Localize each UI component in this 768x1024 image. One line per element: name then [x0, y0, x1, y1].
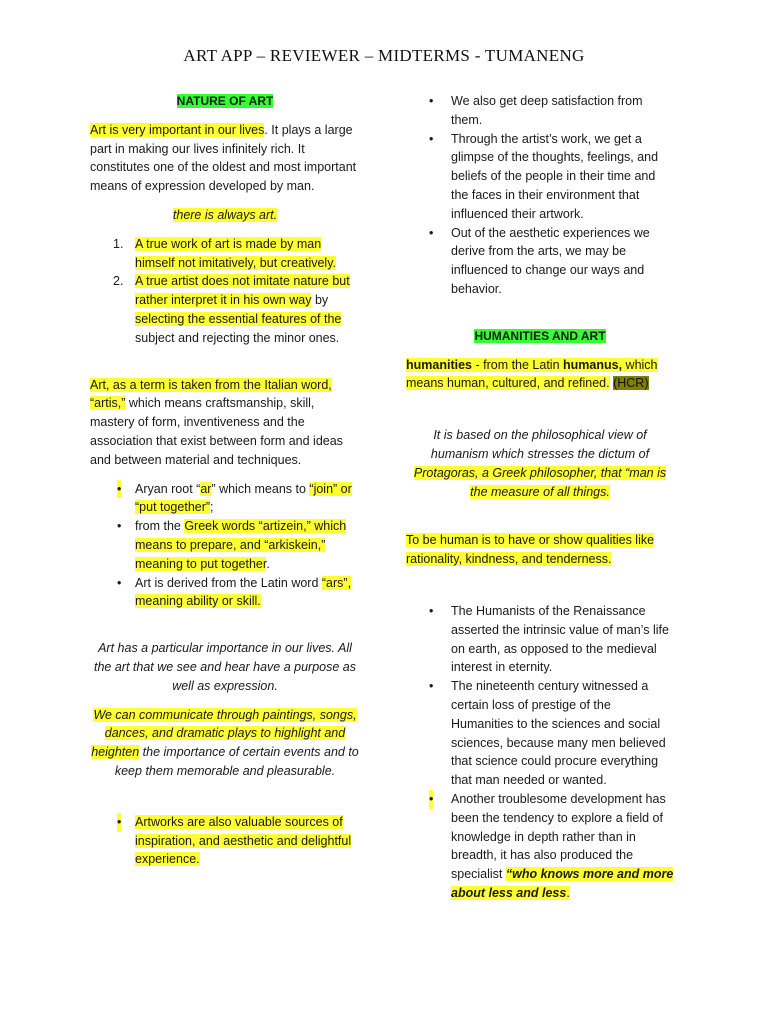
highlight: which means human, cultured, and refined. — [406, 357, 658, 391]
text: The nineteenth century witnessed a certain loss of prestige of the Humanities to the sciences and social sciences, because many men believed that science could procure everything that man needed or wanted. — [451, 679, 666, 788]
highlight: “who knows more and more about less and less — [451, 867, 674, 900]
text: Through the artist’s work, we get a glimpse of the thoughts, feelings, and beliefs of the people in their time and the faces in their environment that influenced their artwork. — [451, 131, 659, 221]
highlight: humanities — [406, 357, 472, 372]
heading-text: NATURE OF ART — [176, 94, 274, 108]
highlight: “join” or “put together” — [135, 481, 352, 515]
text: ” which means to — [211, 481, 310, 496]
paragraph-humanities — [406, 356, 674, 394]
list-item — [406, 130, 674, 224]
text: . It plays a large part in making our lives infinitely rich. It constitutes one of the oldest and most important means of expression developed by man. — [90, 122, 357, 194]
highlight: We can communicate through paintings, songs, dances, and dramatic plays to highlight and heighten — [91, 707, 357, 760]
always-art-line — [90, 206, 360, 225]
bullet-icon: • — [117, 480, 121, 499]
right-column — [406, 92, 674, 903]
text: It is based on the philosophical view of humanism which stresses the dictum of — [430, 428, 650, 461]
list-item — [406, 790, 674, 903]
highlight: - from the Latin — [472, 357, 564, 372]
left-column — [90, 92, 360, 869]
highlight: ar — [200, 481, 212, 496]
text: by — [311, 293, 329, 308]
paragraph-humanism — [406, 426, 674, 501]
highlight: Art, as a term is taken from the Italian word, “artis,” — [90, 377, 332, 411]
paragraph-to-be-human — [406, 531, 674, 569]
list-item — [406, 602, 674, 677]
text: The Humanists of the Renaissance asserted the intrinsic value of man’s life on earth, as opposed to the medieval interest in eternity. — [451, 603, 669, 675]
bullet-list-origins — [90, 480, 360, 612]
bullet-icon: • — [117, 575, 122, 590]
list-number: 2. — [113, 274, 124, 289]
text: which means craftsmanship, skill, mastery of form, inventiveness and the association that exist between form and ideas and between material and techniques. — [90, 396, 343, 467]
list-number: 1. — [113, 236, 124, 251]
paragraph-importance: Art has a particular importance in our lives. All the art that we see and hear have a purpose as well as expression. — [94, 641, 356, 693]
list-item — [406, 677, 674, 790]
highlight: Art is very important in our lives — [90, 122, 265, 137]
text: ; — [210, 500, 214, 515]
list-item — [90, 272, 360, 347]
text: Aryan root “ — [135, 481, 201, 496]
list-item — [90, 480, 360, 518]
list-item — [90, 574, 360, 612]
highlight: selecting the essential features of the — [135, 311, 342, 326]
text: We also get deep satisfaction from them. — [451, 94, 643, 127]
highlight: there is always art. — [172, 207, 278, 222]
highlight: A true artist does not imitate nature but rather interpret it in his own way — [135, 274, 350, 308]
paragraph-art-term — [90, 376, 360, 470]
list-item — [406, 92, 674, 130]
bullet-icon: • — [429, 131, 434, 146]
highlight: Artworks are also valuable sources of inspiration, and aesthetic and delightful experience. — [135, 814, 352, 867]
bullet-icon: • — [117, 519, 122, 534]
list-item — [406, 224, 674, 299]
section-heading-nature-of-art — [90, 92, 360, 111]
paragraph-intro — [90, 121, 360, 196]
text: . — [266, 556, 270, 571]
bullet-icon: • — [429, 790, 433, 809]
text: from the — [135, 519, 185, 534]
bullet-icon: • — [429, 679, 434, 694]
list-item — [90, 235, 360, 273]
numbered-list — [90, 235, 360, 348]
text: Another troublesome development has been the tendency to explore a field of knowledge in depth rather than in breadth, it has also produced the specialist — [451, 791, 666, 882]
text: Out of the aesthetic experiences we derive from the arts, we may be influenced to change our ways and behavior. — [451, 225, 650, 296]
bullet-icon: • — [429, 94, 434, 108]
bullet-icon: • — [117, 813, 121, 832]
text: Art is derived from the Latin word — [135, 575, 322, 590]
bullet-list-artworks — [90, 813, 360, 869]
highlight: . — [566, 885, 570, 900]
page-title: ART APP – REVIEWER – MIDTERMS - TUMANENG — [183, 46, 585, 65]
text: the importance of certain events and to keep them memorable and pleasurable. — [114, 745, 359, 778]
highlight-hcr: (HCR) — [613, 376, 649, 391]
bullet-list-satisfaction — [406, 92, 674, 299]
highlight: Protagoras, a Greek philosopher, that “man is the measure of all things. — [413, 465, 667, 499]
list-item — [90, 517, 360, 573]
section-heading-humanities-and-art — [406, 327, 674, 346]
bullet-icon: • — [429, 603, 434, 618]
list-item — [90, 813, 360, 869]
highlight: A true work of art is made by man himself not imitatively, but creatively. — [135, 236, 336, 270]
highlight: Greek words “artizein,” which means to prepare, and “arkiskein,” meaning to put together — [135, 519, 347, 571]
highlight: “ars”, meaning ability or skill. — [135, 575, 352, 609]
paragraph-communicate — [90, 706, 360, 781]
text: subject and rejecting the minor ones. — [135, 330, 340, 345]
bullet-icon: • — [429, 225, 434, 240]
highlight: To be human is to have or show qualities like rationality, kindness, and tenderness. — [406, 533, 655, 567]
highlight: humanus, — [563, 357, 623, 372]
bullet-list-humanists — [406, 602, 674, 903]
heading-text: HUMANITIES AND ART — [474, 328, 606, 343]
